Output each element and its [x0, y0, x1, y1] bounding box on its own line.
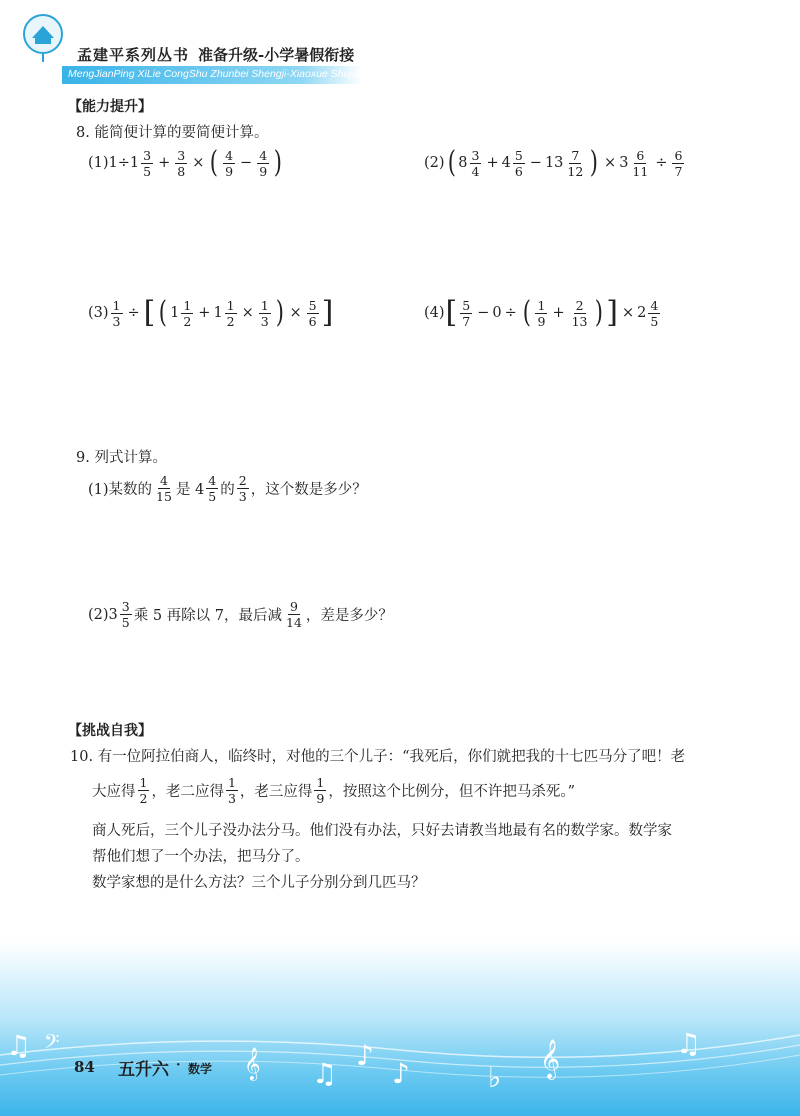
bass-clef-icon: 𝄢 — [44, 1030, 60, 1058]
section-heading-ability: 【能力提升】 — [68, 98, 152, 114]
treble-clef-icon: 𝄞 — [540, 1039, 561, 1079]
music-note-icon: ♪ — [356, 1039, 374, 1072]
separator-dot: · — [176, 1058, 181, 1073]
music-note-icon: ♫ — [676, 1027, 702, 1060]
question-10-line-5: 数学家想的是什么方法？三个儿子分别分到几匹马？ — [92, 875, 426, 891]
subject-label: 数学 — [188, 1062, 213, 1076]
section-heading-challenge: 【挑战自我】 — [68, 722, 152, 738]
part-label: (3) — [88, 305, 109, 321]
series-title: 孟建平系列丛书 — [77, 46, 190, 64]
question-10-line-1: 10. 有一位阿拉伯商人，临终时，对他的三个儿子：“我死后，你们就把我的十七匹马分了吧！老 — [70, 749, 686, 765]
music-note-icon: ♫ — [312, 1057, 338, 1090]
question-8-part-3: (3) $\frac{1}{3}$ ÷ [ ( 1 $\frac{1}{2}$ + 1 $\frac{1}{2}$ × $\frac{1}{3}$ ) × $\frac{5}{6}$ ] — [88, 295, 334, 330]
flat-icon: ♭ — [488, 1061, 502, 1094]
question-8-part-1: (1) 1÷1 $\frac{3}{5}$ + $\frac{3}{8}$ × ( $\frac{4}{9}$ − $\frac{4}{9}$ ) — [88, 145, 283, 180]
question-8-stem: 8. 能简便计算的要简便计算。 — [76, 125, 269, 141]
part-label: (1) — [88, 155, 109, 171]
question-9-part-2: (2)3 $\frac{3}{5}$ 乘 5 再除以 7，最后减 $\frac{9}{14}$ ，差是多少？ — [88, 599, 393, 630]
part-label: (4) — [424, 305, 445, 321]
music-note-icon: ♫ — [6, 1029, 32, 1062]
page-number: 84 — [74, 1058, 95, 1076]
question-8-part-4: (4) [ $\frac{5}{7}$ − 0 ÷ ( $\frac{1}{9}$ + $\frac{2}{13}$ ) ] × 2 $\frac{4}{5}$ — [424, 295, 659, 330]
grade-label: 五升六 — [118, 1060, 169, 1080]
question-10-line-2: 大应得 $\frac{1}{2}$ ，老二应得 $\frac{1}{3}$ ，老三应得 $\frac{1}{9}$ ，按照这个比例分，但不许把马杀死。” — [92, 775, 576, 806]
question-10-line-3: 商人死后，三个儿子没办法分马。他们没有办法，只好去请教当地最有名的数学家。数学家 — [92, 823, 672, 839]
question-9-part-1: (1)某数的 $\frac{4}{15}$ 是 4 $\frac{4}{5}$ 的 $\frac{2}{3}$ ，这个数是多少？ — [88, 473, 367, 504]
logo-emblem-icon — [18, 12, 68, 62]
question-10-line-4: 帮他们想了一个办法，把马分了。 — [92, 849, 310, 865]
part-label: (2) — [424, 155, 445, 171]
question-8-part-2: (2) ( 8 $\frac{3}{4}$ + 4 $\frac{5}{6}$ − 13 $\frac{7}{12}$ ) × 3 $\frac{6}{11}$ ÷ $\frac{6}{7}$ — [424, 145, 683, 180]
book-title: 准备升级-小学暑假衔接 — [198, 46, 355, 64]
question-9-stem: 9. 列式计算。 — [76, 450, 167, 466]
header-pinyin: MengJianPing XiLie CongShu Zhunbei Shengji-Xiaoxue Shujia Xianjie — [68, 68, 395, 80]
music-note-icon: ♪ — [392, 1057, 410, 1090]
treble-clef-icon: 𝄞 — [244, 1047, 261, 1080]
